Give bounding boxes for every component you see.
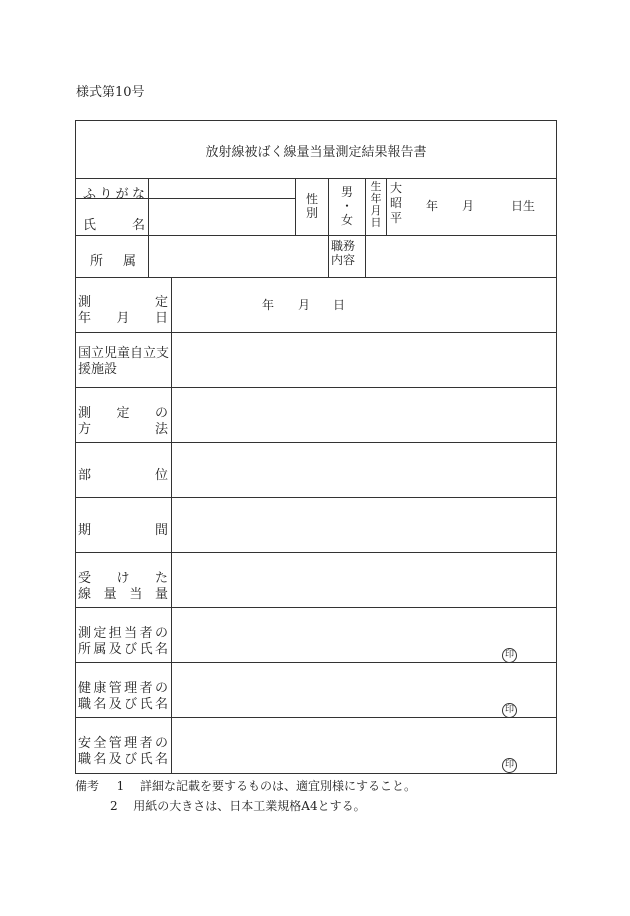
label-char: 所 bbox=[78, 642, 92, 657]
label-char: の bbox=[154, 406, 168, 421]
label-char: 法 bbox=[154, 422, 168, 437]
seal-icon: 印 bbox=[502, 648, 517, 663]
era-options[interactable]: 大 昭 平 bbox=[389, 181, 402, 225]
label-char: な bbox=[131, 187, 145, 202]
period-label bbox=[78, 519, 168, 538]
furigana-label bbox=[83, 183, 145, 202]
label-char: 線 bbox=[78, 587, 92, 602]
label-char: 者 bbox=[139, 736, 153, 751]
sex-label: 性 別 bbox=[305, 192, 318, 220]
birth-month-label: 月 bbox=[462, 199, 475, 213]
job-field[interactable] bbox=[366, 236, 556, 277]
label-char: り bbox=[99, 187, 113, 202]
remarks-label: 備考 bbox=[75, 779, 100, 793]
measure-year-label: 年 bbox=[262, 298, 275, 312]
label-char: 期 bbox=[78, 523, 92, 538]
label-char: 理 bbox=[124, 681, 138, 696]
label-char: 氏 bbox=[139, 642, 153, 657]
divider bbox=[328, 178, 329, 277]
label-char: 方 bbox=[78, 422, 92, 437]
facility-label-line1: 国立児童自立支 bbox=[78, 346, 170, 361]
label-char: 全 bbox=[93, 736, 107, 751]
job-label: 職務 内容 bbox=[331, 239, 356, 267]
label-char: 者 bbox=[139, 681, 153, 696]
label-char: 健 bbox=[78, 681, 92, 696]
label-char: 当 bbox=[124, 626, 138, 641]
affiliation-label: 所 属 bbox=[90, 254, 136, 269]
label-char: 測 bbox=[78, 406, 92, 421]
label-char: が bbox=[115, 187, 129, 202]
measurer-field[interactable] bbox=[172, 608, 556, 662]
furigana-field[interactable] bbox=[149, 179, 295, 198]
label-char: 属 bbox=[93, 642, 107, 657]
period-field[interactable] bbox=[172, 498, 556, 552]
label-char: 間 bbox=[154, 523, 168, 538]
remarks-line-1 bbox=[75, 777, 416, 794]
name-label: 氏 名 bbox=[83, 218, 145, 233]
label-char: 量 bbox=[154, 587, 168, 602]
health-manager-label-line2 bbox=[78, 693, 168, 712]
part-label bbox=[78, 464, 168, 483]
label-char: 名 bbox=[154, 642, 168, 657]
safety-manager-field[interactable] bbox=[172, 718, 556, 773]
label-char: 管 bbox=[108, 736, 122, 751]
dose-field[interactable] bbox=[172, 553, 556, 607]
label-char: 職 bbox=[78, 752, 92, 767]
remark-text: 用紙の大きさは、日本工業規格A4とする。 bbox=[133, 799, 366, 813]
label-char: び bbox=[124, 697, 138, 712]
name-field[interactable] bbox=[149, 199, 295, 235]
label-char: び bbox=[124, 752, 138, 767]
measure-date-label-line1: 測 定 bbox=[78, 295, 168, 310]
label-char: 氏 bbox=[139, 752, 153, 767]
label-char: 定 bbox=[93, 626, 107, 641]
form-title: 放射線被ばく線量当量測定結果報告書 bbox=[205, 145, 427, 160]
label-char: 定 bbox=[116, 406, 130, 421]
safety-manager-label-line2 bbox=[78, 748, 168, 767]
label-char: 及 bbox=[108, 752, 122, 767]
affiliation-field[interactable] bbox=[149, 236, 328, 277]
remark-number: 2 bbox=[110, 799, 118, 813]
birth-day-label: 日生 bbox=[511, 199, 536, 213]
measure-date-label-line2: 年 月 日 bbox=[78, 311, 168, 326]
facility-label-line2: 援施設 bbox=[78, 362, 118, 377]
label-char: 職 bbox=[78, 697, 92, 712]
remark-number: 1 bbox=[116, 779, 125, 793]
label-char: け bbox=[116, 571, 130, 586]
label-char: び bbox=[124, 642, 138, 657]
label-char: 理 bbox=[124, 736, 138, 751]
label-char: 及 bbox=[108, 642, 122, 657]
remark-text: 詳細な記載を要するものは、適宜別様にすること。 bbox=[139, 779, 416, 793]
label-char: 名 bbox=[93, 752, 107, 767]
label-char: 氏 bbox=[139, 697, 153, 712]
label-char: の bbox=[154, 626, 168, 641]
label-char: 康 bbox=[93, 681, 107, 696]
measure-month-label: 月 bbox=[298, 298, 311, 312]
measure-day-label: 日 bbox=[333, 298, 346, 312]
label-char: 名 bbox=[154, 697, 168, 712]
divider bbox=[386, 178, 387, 235]
sex-options[interactable]: 男 ・ 女 bbox=[340, 185, 353, 227]
health-manager-field[interactable] bbox=[172, 663, 556, 717]
label-char: の bbox=[154, 681, 168, 696]
label-char: た bbox=[154, 571, 168, 586]
dose-label-line2 bbox=[78, 583, 168, 602]
measure-date-field[interactable] bbox=[172, 278, 556, 332]
label-char: 名 bbox=[154, 752, 168, 767]
label-char: ふ bbox=[83, 187, 97, 202]
seal-icon: 印 bbox=[502, 758, 517, 773]
method-label-line2 bbox=[78, 418, 168, 437]
form-number: 様式第10号 bbox=[76, 85, 145, 100]
label-char: 者 bbox=[139, 626, 153, 641]
measurer-label-line2 bbox=[78, 638, 168, 657]
part-field[interactable] bbox=[172, 443, 556, 497]
birth-year-label: 年 bbox=[426, 199, 439, 213]
label-char: 及 bbox=[108, 697, 122, 712]
label-char: 名 bbox=[93, 697, 107, 712]
label-char: 部 bbox=[78, 468, 92, 483]
label-char: 当 bbox=[129, 587, 143, 602]
label-char: 受 bbox=[78, 571, 92, 586]
seal-icon: 印 bbox=[502, 703, 517, 718]
label-char: 担 bbox=[108, 626, 122, 641]
remarks-line-2 bbox=[110, 797, 366, 814]
label-char: の bbox=[154, 736, 168, 751]
label-char: 管 bbox=[108, 681, 122, 696]
label-char: 量 bbox=[103, 587, 117, 602]
divider bbox=[295, 178, 296, 235]
label-char: 位 bbox=[154, 468, 168, 483]
label-char: 安 bbox=[78, 736, 92, 751]
facility-field[interactable] bbox=[172, 333, 556, 387]
birth-label: 生 年 月 日 bbox=[370, 180, 382, 230]
label-char: 測 bbox=[78, 626, 92, 641]
report-form bbox=[75, 120, 557, 774]
method-field[interactable] bbox=[172, 388, 556, 442]
